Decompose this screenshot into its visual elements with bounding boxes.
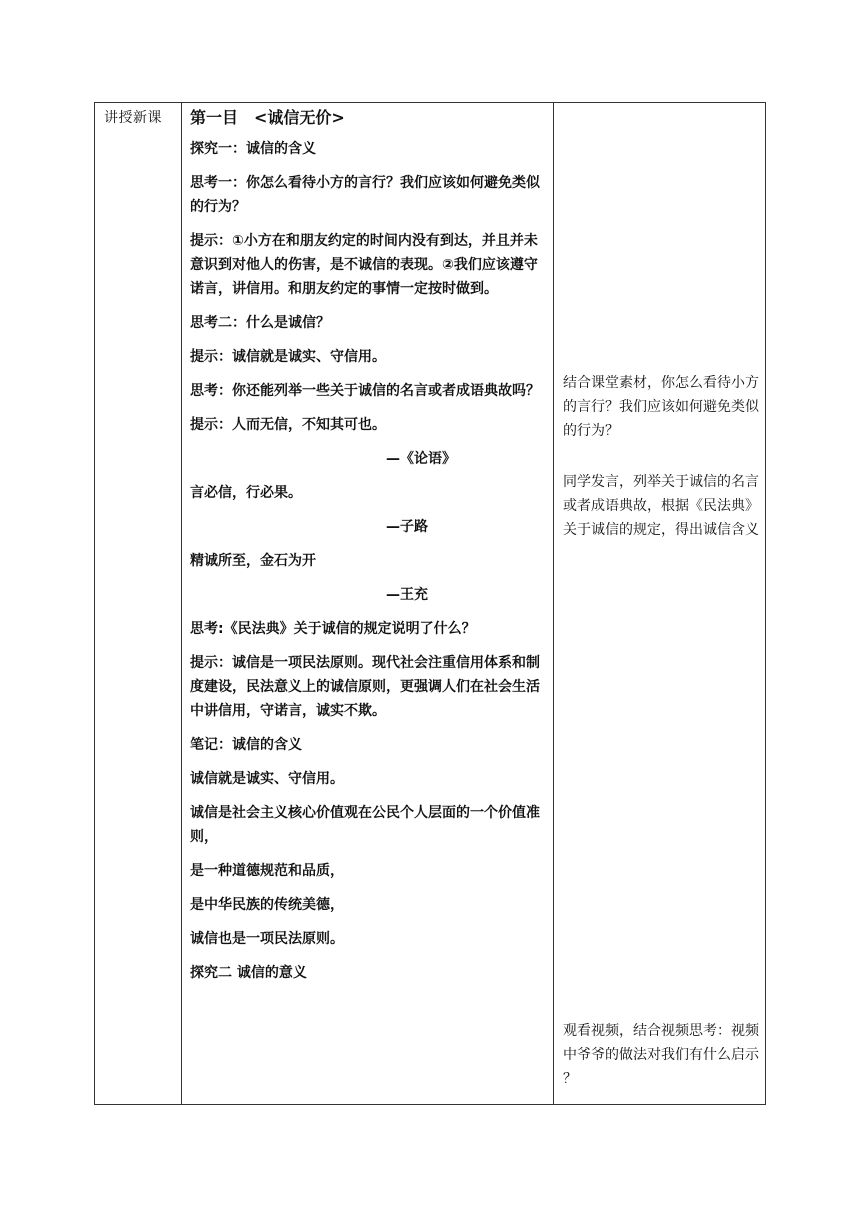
notes-line-4: 是中华民族的传统美德，	[190, 897, 344, 913]
content-cell	[182, 103, 554, 1104]
lesson-table	[94, 102, 766, 1105]
hint-4: 提示：诚信是一项民法原则。现代社会注重信用体系和制度建设，民法意义上的诚信原则，更强调人们在社会生活中讲信用，守诺言，诚实不欺。	[190, 655, 540, 719]
topic-title-part2: <诚信无价>	[254, 108, 345, 127]
quote-1: 提示：人而无信，不知其可也。	[190, 417, 386, 433]
activity-note-2: 同学发言，列举关于诚信的名言或者成语典故，根据《民法典》关于诚信的规定，得出诚信含义	[563, 474, 759, 538]
notes-line-1: 诚信就是诚实、守信用。	[190, 771, 344, 787]
activity-cell	[554, 103, 765, 1104]
inquiry-2-heading: 探究二 诚信的意义	[190, 965, 307, 981]
notes-line-5: 诚信也是一项民法原则。	[190, 931, 344, 947]
quote-3: 精诚所至，金石为开	[190, 553, 316, 569]
section-label: 讲授新课	[104, 110, 162, 126]
notes-line-3: 是一种道德规范和品质，	[190, 863, 344, 879]
hint-2: 提示：诚信就是诚实、守信用。	[190, 349, 386, 365]
quote-1-source: —《论语》	[386, 451, 456, 467]
topic-title	[190, 106, 545, 130]
quote-3-source: —王充	[386, 587, 428, 603]
question-2: 思考二：什么是诚信？	[190, 315, 330, 331]
activity-note-1: 结合课堂素材，你怎么看待小方的言行？我们应该如何避免类似的行为？	[563, 375, 759, 439]
question-1: 思考一：你怎么看待小方的言行？我们应该如何避免类似的行为？	[190, 175, 540, 215]
question-3: 思考：你还能列举一些关于诚信的名言或者成语典故吗？	[190, 383, 540, 399]
activity-note-3: 观看视频，结合视频思考：视频中爷爷的做法对我们有什么启示 ？	[563, 1023, 759, 1087]
hint-1: 提示：①小方在和朋友约定的时间内没有到达，并且并未意识到对他人的伤害，是不诚信的表现。②我们应该遵守诺言，讲信用。和朋友约定的事情一定按时做到。	[190, 233, 538, 297]
section-label-cell	[95, 103, 182, 1104]
notes-heading: 笔记：诚信的含义	[190, 737, 302, 753]
topic-title-part1: 第一目	[190, 108, 239, 127]
quote-2-source: —子路	[386, 519, 428, 535]
quote-2: 言必信，行必果。	[190, 485, 302, 501]
question-4: 思考:《民法典》关于诚信的规定说明了什么？	[190, 621, 476, 637]
notes-line-2: 诚信是社会主义核心价值观在公民个人层面的一个价值准则，	[190, 805, 540, 845]
inquiry-heading: 探究一：诚信的含义	[190, 141, 316, 157]
